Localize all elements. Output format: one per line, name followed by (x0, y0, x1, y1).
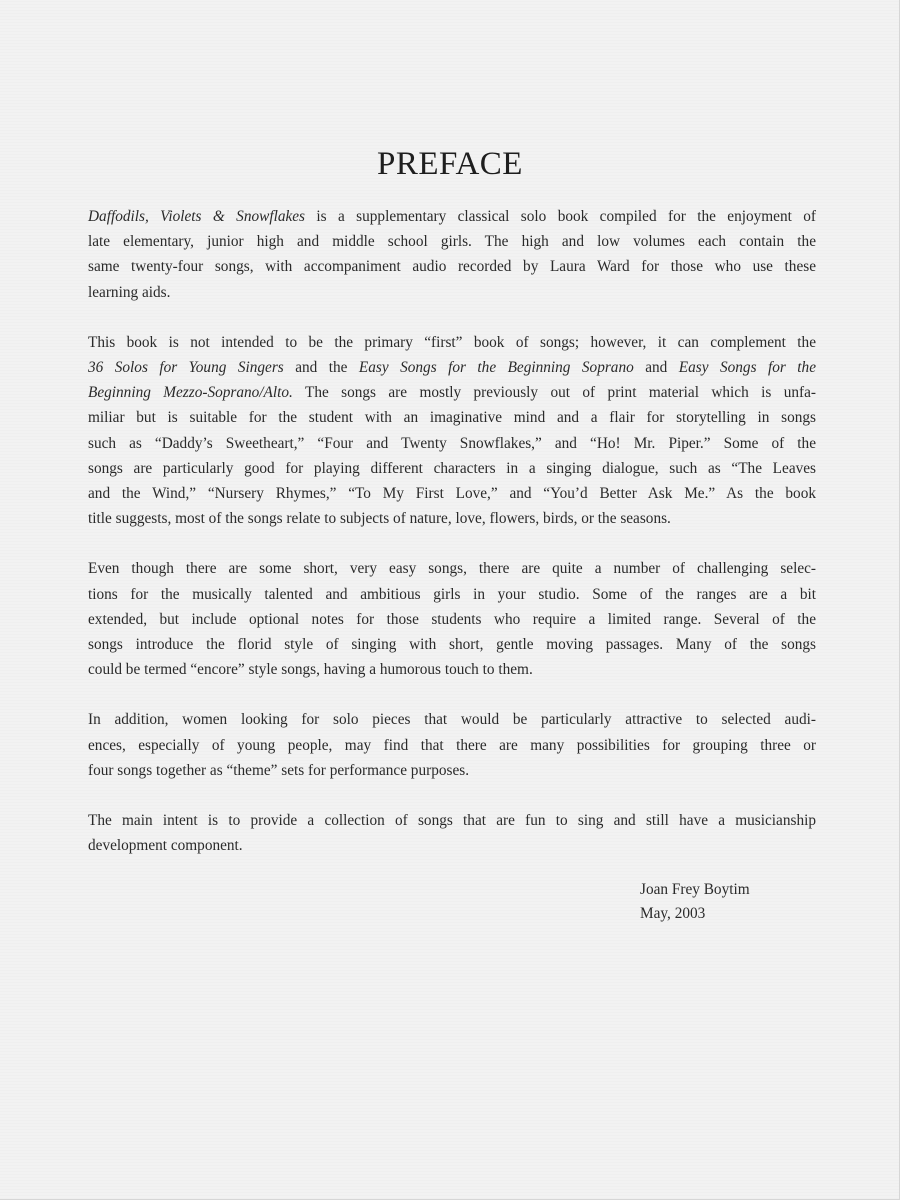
signature-date: May, 2003 (640, 905, 706, 922)
text-line: tions for the musically talented and ambitious girls in your studio. Some of the ranges are a bit (88, 585, 816, 603)
book-title: Beginning Mezzo-Soprano/Alto. (88, 384, 293, 402)
text-line: could be termed “encore” style songs, having a humorous touch to them. (88, 661, 533, 679)
text-line: songs are particularly good for playing different characters in a singing dialogue, such as “The Leaves (88, 459, 816, 477)
paragraph-4 (88, 707, 816, 783)
text-line: development component. (88, 837, 243, 855)
page-title: PREFACE (377, 146, 523, 182)
text-line: miliar but is suitable for the student with an imaginative mind and a flair for storytelling in songs (88, 409, 816, 427)
text-line: The main intent is to provide a collection of songs that are fun to sing and still have a musicianship (88, 812, 816, 830)
text-line: Beginning Mezzo-Soprano/Alto. The songs are mostly previously out of print material which is unfa- (88, 384, 816, 402)
text-line: This book is not intended to be the primary “first” book of songs; however, it can complement the (88, 333, 816, 351)
author-name: Joan Frey Boytim (640, 881, 750, 898)
text-line: songs introduce the florid style of singing with short, gentle moving passages. Many of the songs (88, 636, 816, 654)
paragraph-1 (88, 204, 816, 305)
text-line: four songs together as “theme” sets for performance purposes. (88, 761, 470, 779)
text-line: late elementary, junior high and middle school girls. The high and low volumes each contain the (88, 233, 816, 251)
text-line: 36 Solos for Young Singers and the Easy Songs for the Beginning Soprano and Easy Songs for the (88, 359, 816, 377)
text-line: such as “Daddy’s Sweetheart,” “Four and Twenty Snowflakes,” and “Ho! Mr. Piper.” Some of the (88, 434, 816, 452)
book-title: Easy Songs for the (678, 359, 816, 377)
book-title: Daffodils, Violets & Snowflakes (88, 208, 306, 225)
book-title: Easy Songs for the Beginning Soprano (358, 359, 634, 377)
text-line: extended, but include optional notes for those students who require a limited range. Several of the (88, 610, 816, 628)
paragraph-3 (88, 556, 816, 682)
text-line: and the Wind,” “Nursery Rhymes,” “To My First Love,” and “You’d Better Ask Me.” As the book (88, 485, 816, 503)
paragraph-5 (88, 808, 816, 858)
text-line: same twenty-four songs, with accompaniment audio recorded by Laura Ward for those who use these (88, 258, 816, 276)
book-title: 36 Solos for Young Singers (88, 359, 284, 377)
paragraph-2 (88, 330, 816, 532)
text-line: title suggests, most of the songs relate to subjects of nature, love, flowers, birds, or the seasons. (88, 510, 671, 528)
signature-block (640, 878, 750, 926)
text-line: Daffodils, Violets & Snowflakes is a supplementary classical solo book compiled for the enjoyment of (88, 208, 816, 225)
text-line: learning aids. (88, 283, 171, 301)
preface-body (88, 204, 816, 883)
text-line: In addition, women looking for solo pieces that would be particularly attractive to selected audi- (88, 711, 816, 729)
text-line: ences, especially of young people, may find that there are many possibilities for grouping three or (88, 736, 816, 754)
text-line: Even though there are some short, very easy songs, there are quite a number of challenging selec- (88, 560, 816, 578)
